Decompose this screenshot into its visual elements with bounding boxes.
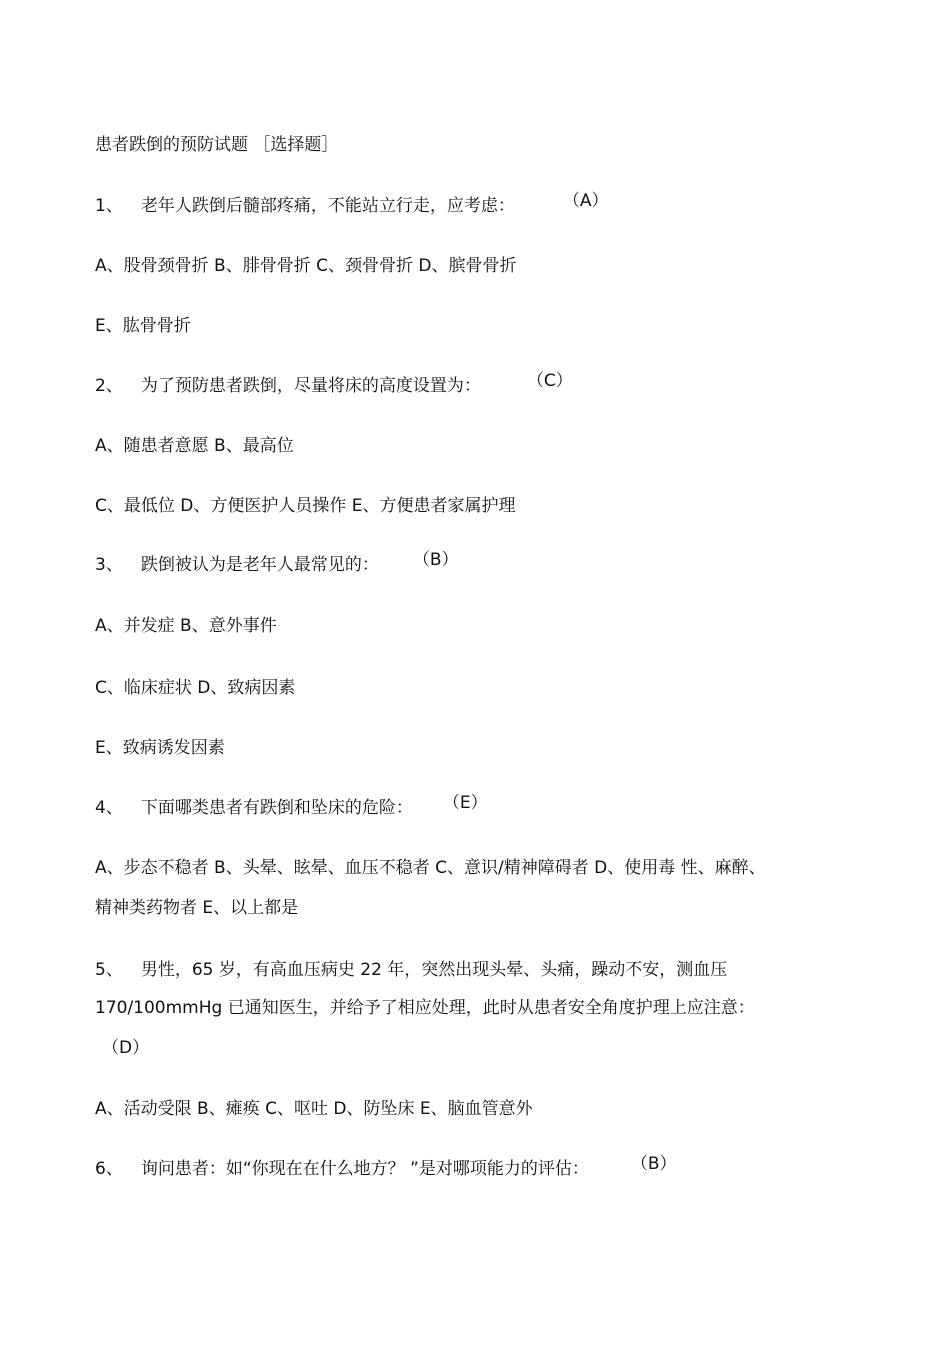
options-line: 精神类药物者 E、以上都是	[95, 898, 299, 918]
question-text: 询问患者：如“你现在在什么地方？ ”是对哪项能力的评估：	[140, 1159, 589, 1179]
question-number: 6、	[95, 1159, 123, 1179]
options-line: A、步态不稳者 B、头晕、眩晕、血压不稳者 C、意识/精神障碍者 D、使用毒 性、麻醉、	[95, 858, 766, 878]
question-text: 为了预防患者跌倒，尽量将床的高度设置为：	[140, 376, 481, 396]
page-title: 患者跌倒的预防试题 ［选择题］	[95, 135, 339, 155]
answer-label: （B）	[412, 550, 459, 570]
options-line: E、肱骨骨折	[95, 316, 191, 336]
question-text: 下面哪类患者有跌倒和坠床的危险：	[140, 798, 413, 818]
question-number: 4、	[95, 798, 123, 818]
options-line: A、活动受限 B、瘫痪 C、呕吐 D、防坠床 E、脑血管意外	[95, 1099, 533, 1119]
options-line: A、并发症 B、意外事件	[95, 616, 277, 636]
answer-label: （D）	[102, 1038, 150, 1058]
options-line: E、致病诱发因素	[95, 738, 225, 758]
question-text: 老年人跌倒后髓部疼痛，不能站立行走，应考虑：	[140, 196, 515, 216]
answer-label: （A）	[562, 191, 609, 211]
answer-label: （E）	[442, 793, 488, 813]
options-line: C、最低位 D、方便医护人员操作 E、方便患者家属护理	[95, 496, 516, 516]
question-number: 5、	[95, 960, 123, 980]
options-line: A、股骨颈骨折 B、腓骨骨折 C、颈骨骨折 D、膑骨骨折	[95, 256, 517, 276]
question-3	[95, 550, 459, 577]
question-4	[95, 793, 488, 820]
question-number: 2、	[95, 376, 123, 396]
question-text-continued: 170/100mmHg 已通知医生，并给予了相应处理，此时从患者安全角度护理上应注意：	[95, 998, 755, 1018]
question-1	[95, 191, 609, 218]
question-number: 1、	[95, 196, 123, 216]
question-2	[95, 371, 573, 398]
question-5	[95, 958, 727, 982]
question-text: 男性，65 岁，有高血压病史 22 年，突然出现头晕、头痛，躁动不安，测血压	[140, 960, 728, 980]
question-6	[95, 1154, 677, 1181]
answer-label: （C）	[526, 371, 573, 391]
question-text: 跌倒被认为是老年人最常见的：	[140, 555, 379, 575]
answer-label: （B）	[630, 1154, 677, 1174]
options-line: A、随患者意愿 B、最高位	[95, 436, 294, 456]
question-number: 3、	[95, 555, 123, 575]
options-line: C、临床症状 D、致病因素	[95, 678, 296, 698]
